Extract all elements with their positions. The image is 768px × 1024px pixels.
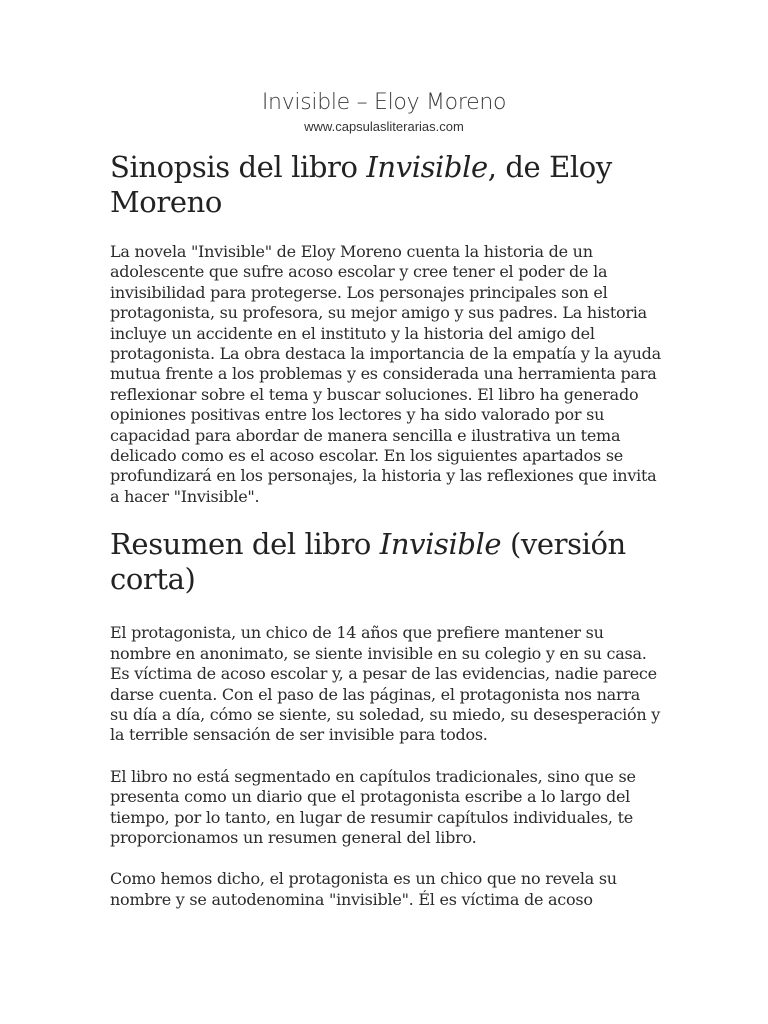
summary-paragraph-2: El libro no está segmentado en capítulos tradicionales, sino que se presenta como un diario que el protagonista escribe a lo largo del tiempo, por lo tanto, en lugar de resumir capítulos individuales, te proporcionamos un resumen general del libro. <box>110 766 636 847</box>
document-title: Invisible – Eloy Moreno <box>261 90 507 115</box>
synopsis-heading-book-title: Invisible <box>366 150 488 184</box>
summary-heading-suffix: (versión corta) <box>110 527 626 597</box>
synopsis-paragraph: La novela "Invisible" de Eloy Moreno cuenta la historia de un adolescente que sufre acoso escolar y cree tener el poder de la invisibilidad para protegerse. Los personajes principales son el protagonista, su profesora, su mejor amigo y sus padres. La historia incluye un accidente en el instituto y la historia del amigo del protagonista. La obra destaca la importancia de la empatía y la ayuda mutua frente a los problemas y es considerada una herramienta para reflexionar sobre el tema y buscar soluciones. El libro ha generado opiniones positivas entre los lectores y ha sido valorado por su capacidad para abordar de manera sencilla e ilustrativa un tema delicado como es el acoso escolar. En los siguientes apartados se profundizará en los personajes, la historia y las reflexiones que invita a hacer "Invisible". <box>110 242 661 506</box>
source-url: www.capsulasliterarias.com <box>304 119 464 134</box>
synopsis-heading <box>110 150 662 220</box>
document-header <box>0 88 768 135</box>
summary-paragraph-1: El protagonista, un chico de 14 años que prefiere mantener su nombre en anonimato, se siente invisible en su colegio y en su casa. Es víctima de acoso escolar y, a pesar de las evidencias, nadie parece darse cuenta. Con el paso de las páginas, el protagonista nos narra su día a día, cómo se siente, su soledad, su miedo, su desesperación y la terrible sensación de ser invisible para todos. <box>110 623 661 745</box>
document-body <box>110 150 662 910</box>
synopsis-heading-suffix: , de Eloy Moreno <box>110 150 612 219</box>
summary-paragraph-3: Como hemos dicho, el protagonista es un chico que no revela su nombre y se autodenomina "invisible". Él es víctima de acoso <box>110 869 617 909</box>
summary-heading-book-title: Invisible <box>379 527 502 562</box>
summary-heading <box>110 527 662 597</box>
summary-heading-prefix: Resumen del libro <box>110 527 380 562</box>
synopsis-heading-prefix: Sinopsis del libro <box>110 150 367 184</box>
